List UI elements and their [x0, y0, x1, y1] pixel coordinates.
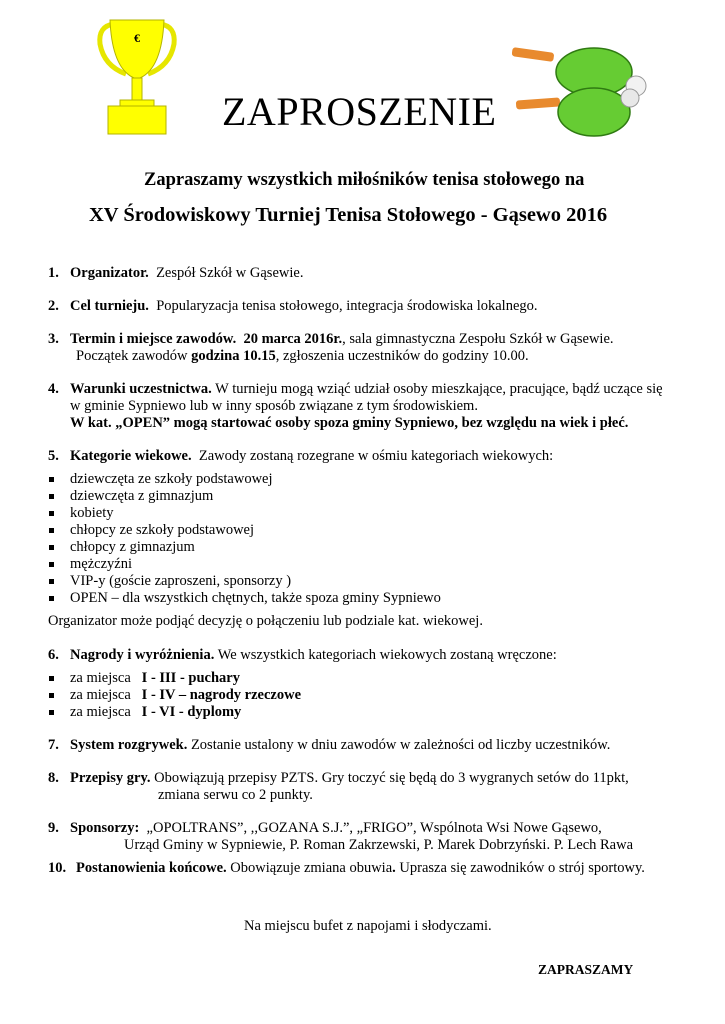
section-10-text-2: Uprasza się zawodników o strój sportowy. — [395, 860, 645, 876]
bullet-icon — [49, 596, 54, 601]
section-2-text: Popularyzacja tenisa stołowego, integracja środowiska lokalnego. — [156, 298, 538, 314]
category-note: Organizator może podjąć decyzję o połączeniu lub podziale kat. wiekowej. — [48, 613, 483, 629]
category-item: OPEN – dla wszystkich chętnych, także spoza gminy Sypniewo — [70, 590, 441, 606]
section-8-number: 8. — [48, 770, 59, 786]
section-4-line-3: W kat. „OPEN” mogą startować osoby spoza gminy Sypniewo, bez względu na wiek i płeć. — [70, 415, 629, 431]
section-7-label: System rozgrywek. — [70, 737, 188, 753]
registration-text: , zgłoszenia uczestników do godziny 10.00. — [275, 348, 529, 364]
category-item: chłopcy ze szkoły podstawowej — [70, 522, 255, 538]
prize-place-label: za miejsca — [70, 670, 142, 686]
bullet-icon — [49, 528, 54, 533]
section-3-line-2 — [76, 348, 529, 365]
start-label: Początek zawodów — [76, 348, 192, 364]
section-10-text: Obowiązuje zmiana obuwia — [230, 860, 393, 876]
section-4-line-1 — [70, 381, 663, 398]
bullet-icon — [49, 693, 54, 698]
section-7-number: 7. — [48, 737, 59, 753]
section-10-label: Postanowienia końcowe. — [76, 860, 227, 876]
tournament-title: XV Środowiskowy Turniej Tenisa Stołowego - Gąsewo 2016 — [89, 204, 608, 226]
section-2-number: 2. — [48, 298, 59, 314]
category-item: mężczyźni — [70, 556, 132, 572]
prize-item — [70, 670, 240, 687]
prize-value: I - IV – nagrody rzeczowe — [141, 687, 302, 703]
section-6-text: We wszystkich kategoriach wiekowych zostaną wręczone: — [217, 647, 557, 663]
bullet-icon — [49, 477, 54, 482]
start-time: godzina 10.15 — [191, 348, 276, 364]
category-item: VIP-y (goście zaproszeni, sponsorzy ) — [70, 573, 292, 589]
bullet-icon — [49, 511, 54, 516]
section-3-text: , sala gimnastyczna Zespołu Szkół w Gąsewie. — [342, 331, 614, 347]
section-3-line-1 — [70, 331, 614, 348]
section-9-line-2: Urząd Gminy w Sypniewie, P. Roman Zakrzewski, P. Marek Dobrzyński. P. Lech Rawa — [124, 837, 634, 853]
prize-place-label: za miejsca — [70, 687, 142, 703]
category-item: kobiety — [70, 505, 114, 521]
section-4-number: 4. — [48, 381, 59, 397]
sponsors-text: „OPOLTRANS”, ,,GOZANA S.J.”, „FRIGO”, Wspólnota Wsi Nowe Gąsewo, — [146, 820, 602, 836]
section-5-number: 5. — [48, 448, 59, 464]
section-9-number: 9. — [48, 820, 59, 836]
bullet-icon — [49, 579, 54, 584]
bullet-icon — [49, 710, 54, 715]
section-10-number: 10. — [48, 860, 67, 876]
section-5-label: Kategorie wiekowe. — [70, 448, 192, 464]
buffet-note: Na miejscu bufet z napojami i słodyczami. — [244, 918, 492, 934]
prize-item — [70, 704, 241, 721]
bullet-icon — [49, 545, 54, 550]
category-item: chłopcy z gimnazjum — [70, 539, 195, 555]
section-4-line-2: w gminie Sypniewo lub w inny sposób związane z tym środowiskiem. — [70, 398, 478, 414]
prize-value: I - III - puchary — [141, 670, 240, 686]
section-2 — [70, 298, 538, 315]
invitation-intro: Zapraszamy wszystkich miłośników tenisa stołowego na — [144, 170, 585, 190]
section-7 — [70, 737, 610, 754]
bullet-icon — [49, 562, 54, 567]
bullet-icon — [49, 494, 54, 499]
paddles-icon — [512, 44, 652, 140]
section-6 — [70, 647, 557, 664]
section-1-number: 1. — [48, 265, 59, 281]
section-1 — [70, 265, 303, 282]
section-4-text: W turnieju mogą wziąć udział osoby mieszkające, pracujące, bądź uczące się — [215, 381, 663, 397]
page-title: ZAPROSZENIE — [222, 89, 497, 134]
prize-place-label: za miejsca — [70, 704, 142, 720]
section-4-label: Warunki uczestnictwa. — [70, 381, 212, 397]
section-5 — [70, 448, 553, 465]
prize-item — [70, 687, 301, 704]
closing-text: ZAPRASZAMY — [538, 962, 634, 977]
section-2-label: Cel turnieju. — [70, 298, 149, 314]
section-8-line-2: zmiana serwu co 2 punkty. — [158, 787, 313, 803]
section-6-label: Nagrody i wyróżnienia. — [70, 647, 215, 663]
section-10-period: . — [392, 860, 396, 876]
prize-value: I - VI - dyplomy — [141, 704, 242, 720]
category-item: dziewczęta z gimnazjum — [70, 488, 214, 504]
bullet-icon — [49, 676, 54, 681]
section-9-label: Sponsorzy: — [70, 820, 140, 836]
trophy-symbol: € — [134, 31, 140, 45]
section-3-label: Termin i miejsce zawodów. — [70, 331, 237, 347]
category-item: dziewczęta ze szkoły podstawowej — [70, 471, 273, 487]
section-5-text: Zawody zostaną rozegrane w ośmiu kategoriach wiekowych: — [198, 448, 554, 464]
section-3-date: 20 marca 2016r. — [243, 331, 343, 347]
section-6-number: 6. — [48, 647, 59, 663]
section-7-text: Zostanie ustalony w dniu zawodów w zależności od liczby uczestników. — [190, 737, 611, 753]
trophy-icon — [96, 18, 178, 136]
section-9-line-1 — [70, 820, 602, 837]
section-1-label: Organizator. — [70, 265, 149, 281]
section-1-text: Zespół Szkół w Gąsewie. — [156, 265, 304, 281]
section-8-line-1 — [70, 770, 629, 787]
section-10 — [76, 860, 645, 877]
section-8-label: Przepisy gry. — [70, 770, 151, 786]
section-3-number: 3. — [48, 331, 59, 347]
section-8-text: Obowiązują przepisy PZTS. Gry toczyć się będą do 3 wygranych setów do 11pkt, — [154, 770, 629, 786]
